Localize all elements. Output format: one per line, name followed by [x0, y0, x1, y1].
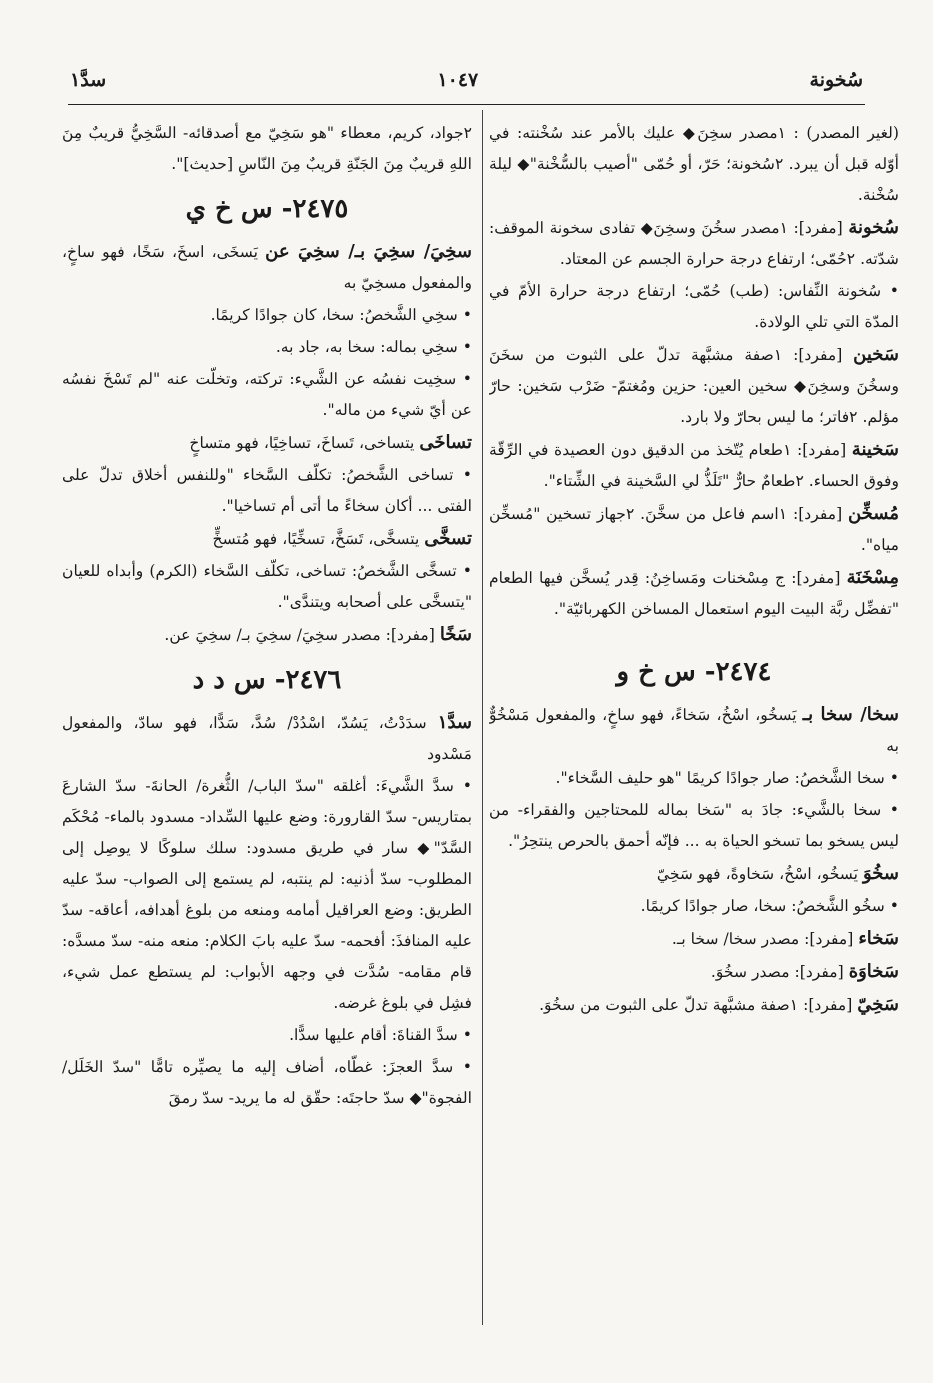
- dictionary-entry: [62, 523, 472, 555]
- entry-text: • سُخونة النِّفاس: (طب) حُمّى؛ ارتفاع درجة حرارة الأمّ في المدّة التي تلي الولادة.: [489, 282, 899, 331]
- page-number: ١٠٤٧: [437, 69, 479, 91]
- entry-headword: سخُوَ: [863, 863, 899, 884]
- entry-text: [مفرد]: ١صفة مشبَّهة تدلّ على الثبوت من سخُوَ.: [539, 996, 853, 1014]
- dictionary-entry: [489, 212, 899, 275]
- entry-text: • سخا الشَّخصُ: صار جوادًا كريمًا "هو حليف السَّخاء".: [555, 769, 899, 787]
- guide-word-right: سُخونة: [809, 69, 863, 91]
- left-entries: [62, 118, 472, 180]
- entry-text: [مفرد]: ١اسم فاعل من سخَّنَ. ٢جهاز تسخين "مُسخِّن مياه".: [489, 505, 899, 554]
- dictionary-entry: [489, 118, 899, 211]
- entry-text: [مفرد]: ج مِسْخنات ومَساخِنُ: قِدر يُسخَّن فيها الطعام "تفضِّل ربَّة البيت اليوم استعمال المساخن الكهربائيّة".: [489, 569, 899, 618]
- dictionary-entry: [489, 763, 899, 794]
- entry-headword: سخِيَ/ سخِيَ بـ/ سخِيَ عن: [265, 241, 472, 262]
- dictionary-entry: [489, 498, 899, 561]
- entry-text: [مفرد]: مصدر سخُوَ.: [710, 963, 844, 981]
- right-entries: [489, 118, 899, 625]
- entry-text: • سخِيت نفسُه عن الشَّيء: تركته، وتخلّت عنه "لم تَسْخَ نفسُه عن أيّ شيء من ماله".: [62, 370, 472, 419]
- entry-text: يتسخَّى، تَسَخَّ، تسخِّيًا، فهو مُتسخٍّ: [212, 530, 420, 548]
- dictionary-entry: [489, 434, 899, 497]
- entry-text: يتساخى، تَساخَ، تساخِيًا، فهو متساخٍ: [189, 434, 415, 452]
- entry-headword: تساخَى: [419, 432, 472, 453]
- entry-text: [مفرد]: ١مصدر سخُنَ وسخِنَ◆ تفادى سخونة الموقف: شدّته. ٢حُمّى؛ ارتفاع درجة حرارة الجسم عن المعتاد.: [489, 219, 899, 268]
- dictionary-entry: [62, 1052, 472, 1114]
- dictionary-entry: [489, 795, 899, 857]
- left-column: [62, 118, 472, 1330]
- entry-text: [مفرد]: مصدر سخا/ سخا بـ.: [671, 930, 854, 948]
- root-heading: ٢٤٧٦- س د د: [192, 665, 342, 695]
- entry-headword: مِسْخَنَة: [846, 567, 899, 588]
- entry-headword: سُخونة: [848, 217, 899, 238]
- entry-headword: سَخِيّ: [857, 994, 899, 1015]
- dictionary-entry: [62, 118, 472, 180]
- dictionary-entry: [489, 339, 899, 433]
- entry-headword: تسخَّى: [424, 528, 472, 549]
- entry-text: • سخِي الشَّخصُ: سخا، كان جوادًا كريمًا.: [210, 306, 472, 324]
- entry-headword: سَخًا: [439, 624, 472, 645]
- dictionary-entry: [62, 427, 472, 459]
- entry-headword: سَخينة: [851, 439, 899, 460]
- dictionary-entry: [62, 1020, 472, 1051]
- dictionary-entry: [62, 707, 472, 770]
- entry-headword: سخا/ سخا بـ: [802, 704, 899, 725]
- dictionary-entry: [489, 891, 899, 922]
- entry-text: [مفرد]: مصدر سخِيَ/ سخِيَ بـ/ سخِيَ عن.: [164, 626, 435, 644]
- entry-text: • سخِي بماله: سخا به، جاد به.: [275, 338, 472, 356]
- right-entries-2: [489, 699, 899, 1021]
- entry-text: [مفرد]: ١صفة مشبَّهة تدلّ على الثبوت من سخَنَ وسخُنَ وسخِنَ◆ سخين العين: حزين ومُغتمّ- ضَرْب سَخين: حارّ مؤلم. ٢فاتر؛ ما ليس بحارّ ولا بارد.: [489, 346, 899, 426]
- entry-text: يَسخُو، اسْخُ، سَخاءً، فهو ساخٍ، والمفعول مَسْخُوٌّ به: [489, 706, 899, 755]
- entry-text: • تسخَّى الشَّخصُ: تساخى، تكلّف السَّخاء (الكرم) وأبداه للعيان "يتسخَّى على أصحابه ويتندَّى".: [62, 562, 472, 611]
- root-heading: ٢٤٧٤- س خ و: [616, 657, 772, 687]
- entry-text: • سخا بالشَّيء: جادَ به "سَخا بماله للمحتاجين والفقراء- من ليس يسخو بما تسخو الحياة به ... فإنّه أحمق بالحرص ينتحِرُ".: [489, 801, 899, 850]
- left-entries-2: [62, 236, 472, 651]
- column-divider: [482, 110, 483, 1325]
- header-rule: [68, 104, 865, 105]
- entry-text: • سدَّ القناةَ: أقام عليها سدًّا.: [289, 1026, 472, 1044]
- entry-text: يَسخَى، اسخَ، سَخًا، فهو ساخٍ، والمفعول مسخِيّ به: [62, 243, 472, 292]
- entry-text: يَسخُو، اسْخُ، سَخاوةً، فهو سَخِيّ: [656, 865, 859, 883]
- right-column: [489, 118, 899, 1330]
- entry-text: [مفرد]: ١طعام يُتّخذ من الدقيق دون العصيدة في الرِّقّة وفوق الحساء. ٢طعامٌ حارٌّ "تَلَذُّ لي السَّخينة في الشِّتاء".: [489, 441, 899, 490]
- entry-headword: سَخين: [853, 344, 899, 365]
- root-heading: ٢٤٧٥- س خ ي: [185, 194, 349, 224]
- dictionary-entry: [62, 364, 472, 426]
- entry-text: سدَدْتُ، يَسُدّ، اسْدُدْ/ سُدَّ، سَدًّا، فهو سادّ، والمفعول مَسْدود: [62, 714, 472, 763]
- dictionary-entry: [489, 276, 899, 338]
- dictionary-entry: [62, 300, 472, 331]
- entry-text: ٢جواد، كريم، معطاء "هو سَخِيّ مع أصدقائه- السَّخِيُّ قريبٌ مِنَ اللهِ قريبٌ مِنَ الجَنّةِ قريبٌ مِنَ النّاسِ [حديث]".: [62, 124, 472, 173]
- entry-text: • سخُو الشَّخصُ: سخا، صار جوادًا كريمًا.: [640, 897, 899, 915]
- entry-headword: سَخاوَة: [848, 961, 899, 982]
- entry-headword: مُسخِّن: [847, 503, 899, 524]
- dictionary-entry: [489, 858, 899, 890]
- page-header: [70, 60, 863, 100]
- dictionary-entry: [489, 699, 899, 762]
- left-entries-3: [62, 707, 472, 1114]
- dictionary-entry: [62, 556, 472, 618]
- guide-word-left: سدَّ١: [70, 69, 107, 91]
- dictionary-entry: [62, 332, 472, 363]
- entry-text: • تساخى الشَّخصُ: تكلّف السَّخاء "وللنفس أخلاق تدلّ على الفتى ... أكان سخاءً ما أتى أم تساخيا".: [62, 466, 472, 515]
- entry-text: (لغير المصدر) : ١مصدر سخِنَ◆ عليك بالأمر عند سُخْنته: في أوّله قبل أن يبرد. ٢سُخونة؛ حَرّ، أو حُمّى "أصيب بالسُّخْنة"◆ ليلة سُخْنة.: [489, 124, 899, 204]
- dictionary-entry: [62, 460, 472, 522]
- dictionary-entry: [489, 562, 899, 625]
- dictionary-entry: [62, 771, 472, 1019]
- entry-text: • سدَّ الشَّيءَ: أغلقه "سدّ الباب/ الثُّغرة/ الحانةَ- سدّ الشارعَ بمتاريس- سدّ القارورة: وضع عليها السِّداد- مسدود بالماء- مُحْكَم السَّدّ"◆ سار في طريق مسدود: سلك سلوكًا لا يوصِل إلى المطلوب- سدّ أذنيه: لم ينتبه، لم يستمع إلى الصواب- سدّ عليه الطريق: وضع العراقيل أمامه ومنعه من بلوغ أهدافه، أعاقه- سدّ عليه المنافذَ: أفحمه- سدّ عليه بابَ الكلام: منعه منه- سدّ مسدَّه: قام مقامه- سُدَّت في وجهه الأبواب: لم يستطع عمل شيء، فشِل في بلوغ غرضه.: [62, 777, 472, 1012]
- dictionary-entry: [489, 989, 899, 1021]
- entry-headword: سَخاء: [858, 928, 899, 949]
- entry-headword: سدَّ١: [437, 712, 472, 733]
- entry-text: • سدَّ العجزَ: غطّاه، أضاف إليه ما يصيِّره تامًّا "سدّ الخَلَل/ الفجوة"◆ سدّ حاجتَه: حقّق له ما يريد- سدّ رمقَ: [62, 1058, 472, 1107]
- dictionary-entry: [489, 956, 899, 988]
- dictionary-entry: [62, 236, 472, 299]
- dictionary-entry: [62, 619, 472, 651]
- dictionary-entry: [489, 923, 899, 955]
